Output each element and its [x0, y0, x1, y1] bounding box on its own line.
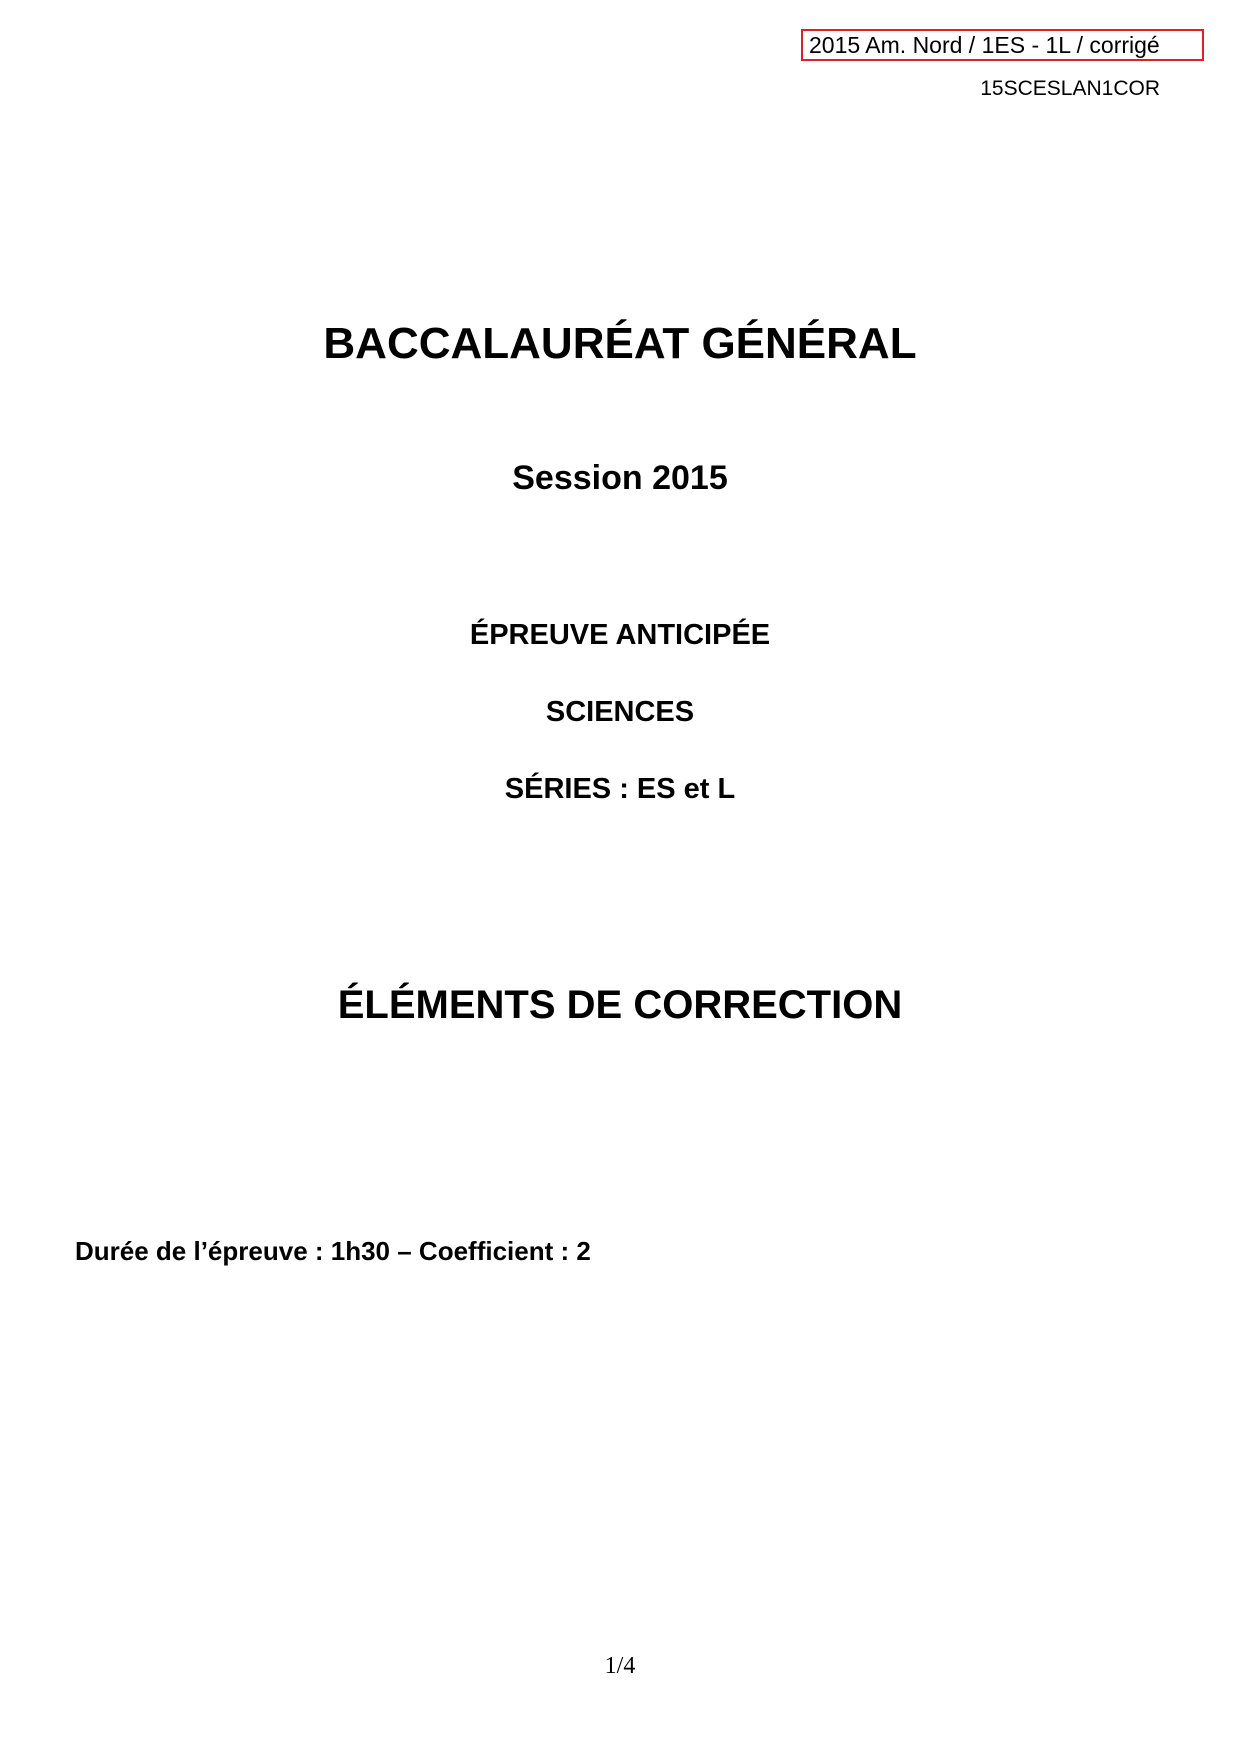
subject-label: SCIENCES: [545, 696, 695, 728]
series-label: SÉRIES : ES et L: [504, 773, 736, 805]
duration-coefficient: Durée de l’épreuve : 1h30 – Coefficient : 2: [75, 1236, 591, 1266]
session-label: Session 2015: [512, 459, 728, 497]
correction-heading: ÉLÉMENTS DE CORRECTION: [337, 983, 903, 1027]
document-code: 15SCESLAN1COR: [980, 77, 1160, 100]
page-title: BACCALAURÉAT GÉNÉRAL: [323, 319, 917, 368]
exam-type: ÉPREUVE ANTICIPÉE: [469, 619, 771, 651]
document-tag: 2015 Am. Nord / 1ES - 1L / corrigé: [801, 29, 1204, 61]
page-number: 1/4: [604, 1653, 636, 1679]
